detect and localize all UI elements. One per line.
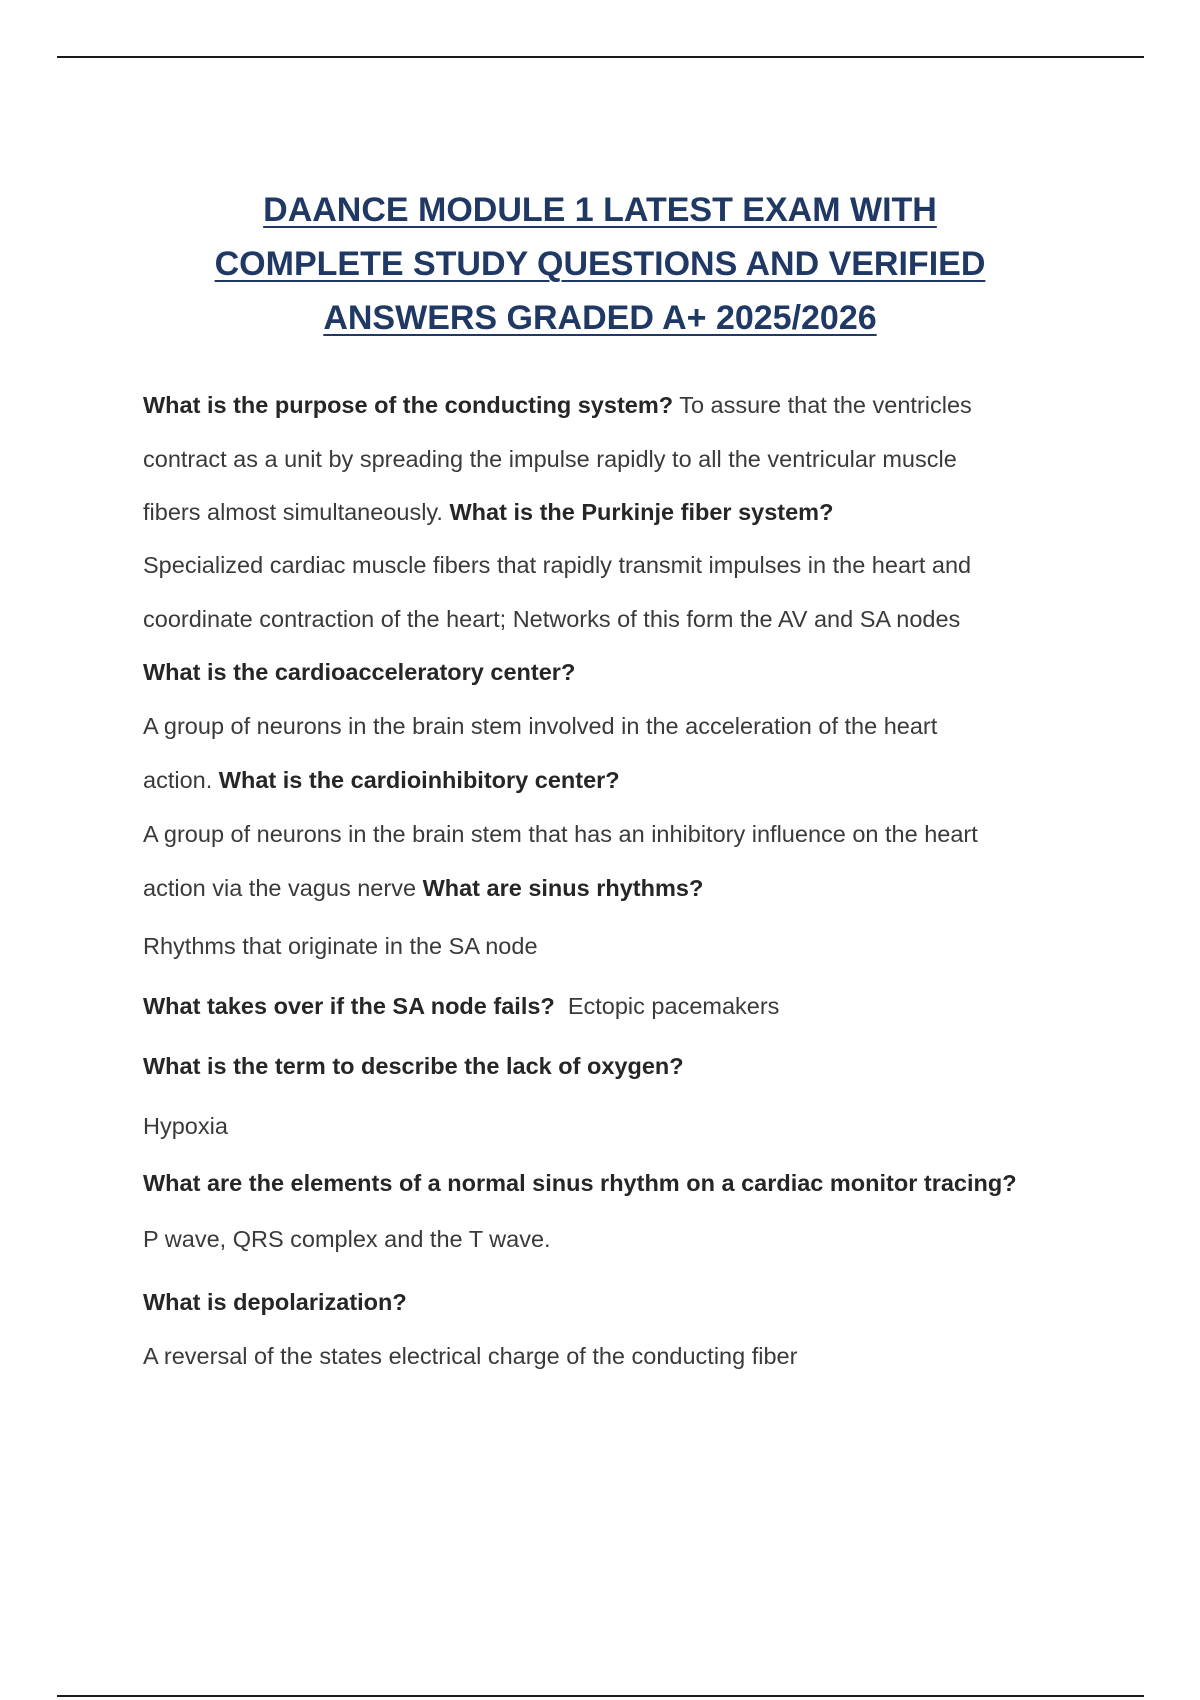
document-title (150, 188, 1050, 350)
text-line (143, 497, 833, 527)
header-rule (57, 56, 1144, 58)
text-line (143, 657, 575, 687)
text-line (143, 991, 779, 1021)
text-line (143, 604, 960, 634)
question-text: What is depolarization? (143, 1289, 407, 1315)
question-text: What are sinus rhythms? (422, 875, 704, 901)
question-text: What are the elements of a normal sinus rhythm on a cardiac monitor tracing? (143, 1170, 1017, 1196)
question-text: What is the cardioacceleratory center? (143, 659, 576, 685)
title-line: DAANCE MODULE 1 LATEST EXAM WITH (263, 191, 937, 229)
answer-text: A group of neurons in the brain stem that has an inhibitory influence on the heart (143, 821, 978, 847)
text-line (143, 873, 703, 903)
text-line (143, 711, 937, 741)
answer-text: Specialized cardiac muscle fibers that rapidly transmit impulses in the heart and (143, 552, 972, 578)
text-line (143, 1287, 407, 1317)
text-line (143, 444, 957, 474)
answer-text: action via the vagus nerve (143, 875, 423, 901)
question-text: What is the term to describe the lack of oxygen? (143, 1053, 684, 1079)
answer-text: Rhythms that originate in the SA node (143, 933, 538, 959)
answer-text: A group of neurons in the brain stem involved in the acceleration of the heart (143, 713, 938, 739)
answer-text: action. (143, 767, 219, 793)
text-line (143, 1168, 1017, 1198)
answer-text: fibers almost simultaneously. (143, 499, 450, 525)
title-line: ANSWERS GRADED A+ 2025/2026 (323, 299, 877, 337)
question-text: What is the Purkinje fiber system? (449, 499, 834, 525)
answer-text: Hypoxia (143, 1113, 228, 1139)
text-line (143, 1224, 551, 1254)
answer-text: A reversal of the states electrical charge of the conducting fiber (143, 1343, 798, 1369)
question-text: What is the purpose of the conducting system? (143, 392, 674, 418)
text-line (143, 1111, 228, 1141)
text-line (143, 390, 972, 420)
text-line (143, 550, 971, 580)
title-line: COMPLETE STUDY QUESTIONS AND VERIFIED (214, 245, 986, 283)
question-text: What takes over if the SA node fails? (143, 993, 555, 1019)
text-line (143, 931, 538, 961)
footer-rule (57, 1695, 1144, 1697)
text-line (143, 1341, 797, 1371)
text-line (143, 765, 620, 795)
answer-text: To assure that the ventricles (673, 392, 972, 418)
text-line (143, 1051, 684, 1081)
answer-text: Ectopic pacemakers (554, 993, 780, 1019)
question-text: What is the cardioinhibitory center? (218, 767, 620, 793)
answer-text: P wave, QRS complex and the T wave. (143, 1226, 551, 1252)
answer-text: contract as a unit by spreading the impulse rapidly to all the ventricular muscle (143, 446, 957, 472)
text-line (143, 819, 978, 849)
answer-text: coordinate contraction of the heart; Networks of this form the AV and SA nodes (143, 606, 961, 632)
